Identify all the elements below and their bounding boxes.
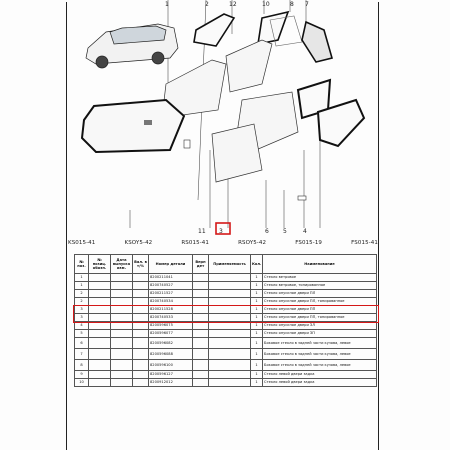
cell-pos: 8 [75, 360, 89, 371]
header-pos: № поз. [75, 255, 89, 274]
table-header-row [75, 255, 377, 274]
callout-3: 3 [219, 228, 223, 235]
header-applicability: Применяемость [209, 255, 251, 274]
table-row [75, 349, 377, 360]
row-highlight-box [73, 305, 379, 323]
header-name: Наименование [263, 255, 377, 274]
cell-pos: 2 [75, 298, 89, 306]
cell-ret [193, 371, 209, 379]
cell-applicability [209, 379, 251, 387]
cell-pos-code [89, 282, 111, 290]
cell-ret [193, 360, 209, 371]
cell-date [111, 322, 133, 330]
header-ret: Верн дет [193, 255, 209, 274]
cell-var [133, 274, 149, 282]
callout-7: 7 [305, 1, 309, 8]
cell-ret [193, 290, 209, 298]
cell-var [133, 360, 149, 371]
cell-date [111, 282, 133, 290]
table-row [75, 282, 377, 290]
cell-part-number: 8200596127 [149, 371, 193, 379]
callout-11: 11 [198, 228, 206, 235]
cell-var [133, 322, 149, 330]
cell-name: Стекло опускное двери ПП, тонированное [263, 314, 377, 322]
cell-part-number: 8200211041 [149, 274, 193, 282]
table-row [75, 322, 377, 330]
callout-12: 12 [229, 1, 237, 8]
cell-part-number: 8200740534 [149, 298, 193, 306]
cell-part-number: 8200211528 [149, 306, 193, 314]
table-row [75, 290, 377, 298]
cell-pos: 9 [75, 371, 89, 379]
cell-pos-code [89, 360, 111, 371]
cell-qty: 1 [251, 314, 263, 322]
model-code: FS015-41 [351, 240, 378, 246]
cell-qty: 1 [251, 322, 263, 330]
cell-ret [193, 349, 209, 360]
cell-date [111, 338, 133, 349]
model-code: KSOY5-42 [124, 240, 153, 246]
cell-pos-code [89, 349, 111, 360]
callout-2: 2 [205, 1, 209, 8]
cell-pos: 10 [75, 379, 89, 387]
cell-pos-code [89, 330, 111, 338]
cell-var [133, 330, 149, 338]
cell-date [111, 379, 133, 387]
cell-date [111, 360, 133, 371]
cell-name: Стекло опускное двери ЗП [263, 330, 377, 338]
cell-name: Стекло опускное двери ЗЛ [263, 322, 377, 330]
cell-part-number: 8200596100 [149, 360, 193, 371]
header-var: Вал. в т/% [133, 255, 149, 274]
cell-part-number: 8200740527 [149, 282, 193, 290]
cell-pos-code [89, 274, 111, 282]
table-row [75, 360, 377, 371]
cell-name: Боковое стекло в задней части кузова, левое [263, 338, 377, 349]
cell-name: Стекло левой двери задка [263, 379, 377, 387]
cell-pos: 5 [75, 330, 89, 338]
callout-4: 4 [303, 228, 307, 235]
cell-qty: 1 [251, 349, 263, 360]
cell-var [133, 290, 149, 298]
callout-10: 10 [262, 1, 270, 8]
cell-pos: 1 [75, 274, 89, 282]
model-code: RSOY5-42 [238, 240, 267, 246]
cell-var [133, 371, 149, 379]
cell-pos-code [89, 322, 111, 330]
cell-ret [193, 282, 209, 290]
cell-pos: 2 [75, 290, 89, 298]
cell-ret [193, 274, 209, 282]
table-body [75, 274, 377, 387]
model-code: RS015-41 [181, 240, 209, 246]
cell-name: Боковое стекло в задней части кузова, левое [263, 360, 377, 371]
cell-pos: 6 [75, 338, 89, 349]
cell-qty: 1 [251, 371, 263, 379]
cell-name: Стекло опускное двери ПЛ [263, 290, 377, 298]
cell-part-number: 8200596088 [149, 349, 193, 360]
cell-name: Стекло опускное двери ПП [263, 306, 377, 314]
cell-part-number: 8200211527 [149, 290, 193, 298]
table-row [75, 379, 377, 387]
windscreen-illustration [82, 100, 184, 152]
cell-var [133, 349, 149, 360]
table-row [75, 330, 377, 338]
cell-pos: 7 [75, 349, 89, 360]
cell-date [111, 371, 133, 379]
cell-applicability [209, 338, 251, 349]
cell-ret [193, 330, 209, 338]
cell-pos-code [89, 338, 111, 349]
cell-part-number: 8200596077 [149, 330, 193, 338]
cell-pos: 3 [75, 306, 89, 314]
cell-part-number: 8200596082 [149, 338, 193, 349]
cell-applicability [209, 290, 251, 298]
cell-var [133, 282, 149, 290]
cell-ret [193, 379, 209, 387]
glass-exploded-diagram [66, 0, 378, 236]
cell-date [111, 330, 133, 338]
cell-qty: 1 [251, 290, 263, 298]
model-code: KS015-41 [68, 240, 96, 246]
cell-part-number: 8200912012 [149, 379, 193, 387]
table-row [75, 371, 377, 379]
cell-qty: 1 [251, 338, 263, 349]
cell-qty: 1 [251, 298, 263, 306]
cell-qty: 1 [251, 330, 263, 338]
cell-pos-code [89, 371, 111, 379]
cell-qty: 1 [251, 274, 263, 282]
cell-applicability [209, 360, 251, 371]
callout-1: 1 [165, 1, 169, 8]
cell-pos-code [89, 290, 111, 298]
callout-6: 6 [265, 228, 269, 235]
header-qty: Кол. [251, 255, 263, 274]
diagram-svg [66, 0, 378, 236]
callout-8: 8 [290, 1, 294, 8]
header-part-number: Номер детали [149, 255, 193, 274]
cell-date [111, 274, 133, 282]
cell-pos: 4 [75, 322, 89, 330]
cell-applicability [209, 330, 251, 338]
cell-ret [193, 338, 209, 349]
cell-name: Стекло опускное двери ПЛ, тонированное [263, 298, 377, 306]
cell-name: Стекло левой двери задка [263, 371, 377, 379]
model-code: FS015-19 [295, 240, 323, 246]
cell-name: Стекло ветровое, тонированное [263, 282, 377, 290]
callout-5: 5 [283, 228, 287, 235]
table-row [75, 338, 377, 349]
cell-applicability [209, 282, 251, 290]
cell-applicability [209, 274, 251, 282]
table-row [75, 274, 377, 282]
cell-date [111, 349, 133, 360]
cell-qty: 1 [251, 282, 263, 290]
cell-applicability [209, 371, 251, 379]
cell-pos: 1 [75, 282, 89, 290]
cell-ret [193, 322, 209, 330]
cell-pos: 3 [75, 314, 89, 322]
cell-applicability [209, 322, 251, 330]
cell-date [111, 290, 133, 298]
cell-name: Стекло ветровое [263, 274, 377, 282]
cell-qty: 1 [251, 379, 263, 387]
cell-part-number: 8200596075 [149, 322, 193, 330]
model-codes-strip [68, 240, 378, 253]
header-pos-code: № позиц. обозн. [89, 255, 111, 274]
cell-qty: 1 [251, 306, 263, 314]
cell-pos-code [89, 379, 111, 387]
header-date: Дата выпуска изм. [111, 255, 133, 274]
cell-part-number: 8200740533 [149, 314, 193, 322]
car-illustration [86, 24, 178, 68]
cell-qty: 1 [251, 360, 263, 371]
cell-applicability [209, 349, 251, 360]
cell-name: Боковое стекло в задней части кузова, левое [263, 349, 377, 360]
cell-var [133, 379, 149, 387]
cell-var [133, 338, 149, 349]
